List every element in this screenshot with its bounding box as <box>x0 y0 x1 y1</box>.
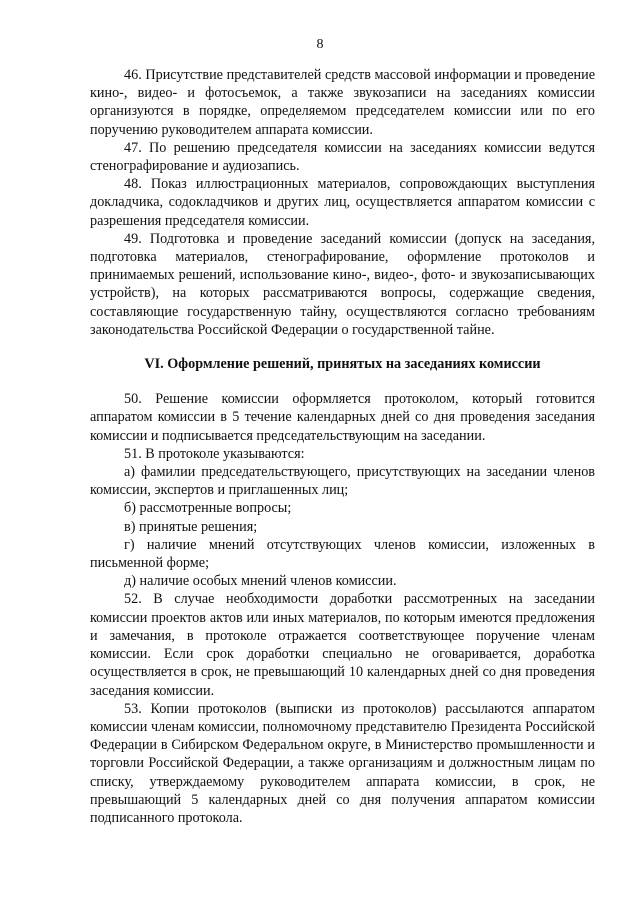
paragraph-47: 47. По решению председателя комиссии на заседаниях комиссии ведутся стенографирование и аудиозапись. <box>90 139 595 175</box>
list-item-v: в) принятые решения; <box>124 518 258 535</box>
paragraph-52: 52. В случае необходимости доработки рассмотренных на заседании комиссии проектов актов или иных материалов, по которым имеются предложения и замечания, в протоколе отражается соответствующее поручение членам комиссии. Если срок доработки специально не оговаривается, доработка осуществляется в срок, не превышающий 10 календарных дней со дня проведения заседания комиссии. <box>90 591 595 699</box>
list-item-a: а) фамилии председательствующего, присутствующих на заседании членов комиссии, экспертов и приглашенных лиц; <box>90 464 595 499</box>
list-item-b: б) рассмотренные вопросы; <box>124 500 292 517</box>
section-heading: VI. Оформление решений, принятых на заседаниях комиссии <box>144 356 541 373</box>
paragraph-51: 51. В протоколе указываются: <box>124 445 305 462</box>
paragraph-50: 50. Решение комиссии оформляется протоколом, который готовится аппаратом комиссии в 5 течение календарных дней со дня проведения заседания комиссии и подписывается председательствующим на заседании. <box>90 391 595 444</box>
page-number: 8 <box>316 37 324 52</box>
paragraph-53: 53. Копии протоколов (выписки из протоколов) рассылаются аппаратом комиссии членам комиссии, полномочному представителю Президента Российской Федерации в Сибирском Федеральном округе, в Министерство промышленности и торговли Российской Федерации, а также организациям и должностным лицам по списку, утверждаемому руководителем аппарата комиссии, в срок, не превышающий 5 календарных дней со дня получения аппаратом комиссии подписанного протокола. <box>90 700 595 826</box>
paragraph-46: 46. Присутствие представителей средств массовой информации и проведение кино-, видео- и фотосъемок, а также звукозаписи на заседаниях комиссии организуются в порядке, определяемом председателем комиссии или по его поручению руководителем аппарата комиссии. <box>90 67 595 138</box>
list-item-d: д) наличие особых мнений членов комиссии. <box>124 573 397 590</box>
document-body <box>90 66 595 827</box>
paragraph-49: 49. Подготовка и проведение заседаний комиссии (допуск на заседания, подготовка материалов, стенографирование, оформление протоколов и принимаемых решений, использование кино-, видео-, фото- и звукозаписывающих устройств), на которых рассматриваются вопросы, содержащие сведения, составляющие государственную тайну, осуществляются согласно требованиям законодательства Российской Федерации о государственной тайне. <box>90 230 595 338</box>
paragraph-48: 48. Показ иллюстрационных материалов, сопровождающих выступления докладчика, содокладчиков и других лиц, осуществляется аппаратом комиссии с разрешения председателя комиссии. <box>90 176 595 229</box>
list-item-g: г) наличие мнений отсутствующих членов комиссии, изложенных в письменной форме; <box>90 536 595 572</box>
